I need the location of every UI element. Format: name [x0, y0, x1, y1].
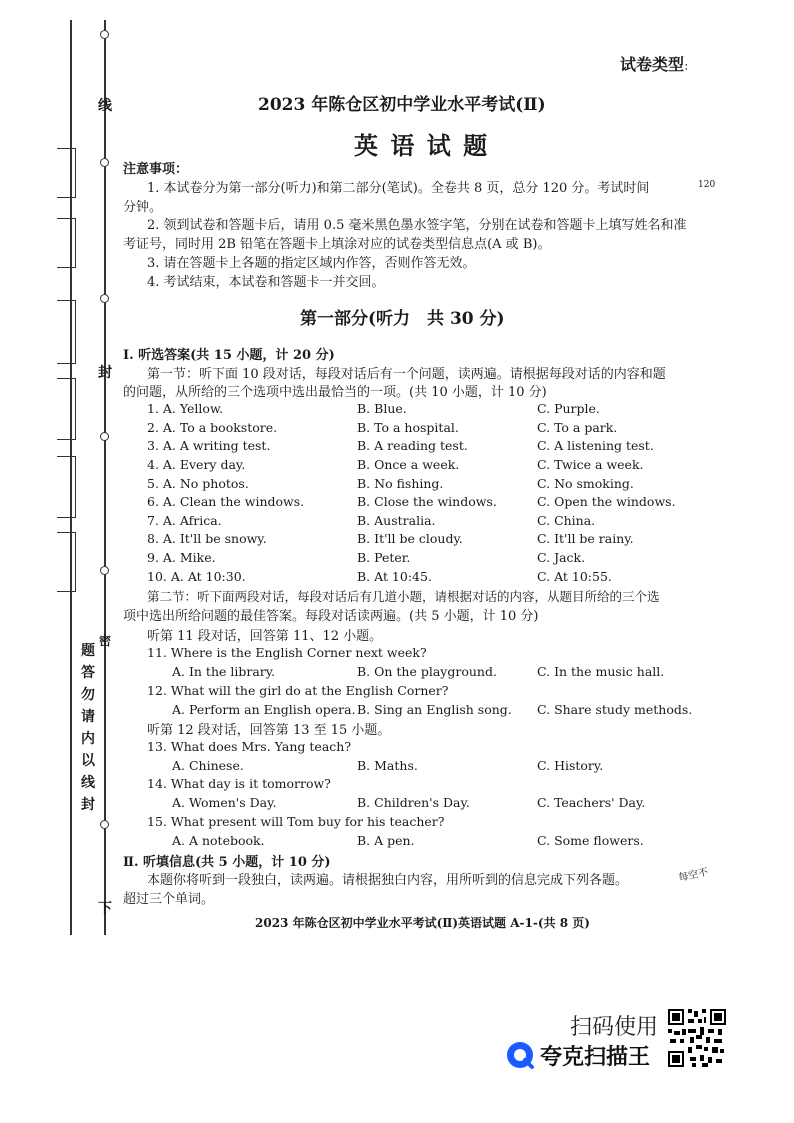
dialog-12-intro: 听第 12 段对话，回答第 13 至 15 小题。	[147, 723, 391, 738]
option-c: C. It'll be rainy.	[537, 531, 634, 546]
margin-label-xia: 下	[98, 901, 112, 917]
option-a: 1. A. Yellow.	[147, 401, 224, 416]
subject-title: 英 语 试 题	[354, 131, 490, 160]
option-b: B. To a hospital.	[357, 420, 459, 435]
notice-item: 分钟。	[123, 200, 163, 215]
option-a: 5. A. No photos.	[147, 476, 249, 491]
page-footer: 2023 年陈仓区初中学业水平考试(Ⅱ)英语试题 A-1-(共 8 页)	[255, 916, 590, 930]
option-a: 6. A. Clean the windows.	[147, 494, 305, 509]
section1-instruction: 的问题，从所给的三个选项中选出最恰当的一项。(共 10 小题，计 10 分)	[123, 385, 547, 400]
option-c: C. History.	[537, 758, 604, 773]
question-14: 14. What day is it tomorrow?	[147, 776, 331, 791]
section2-instruction-tail: 每空不	[677, 866, 710, 884]
option-c: C. Twice a week.	[537, 457, 644, 472]
option-a: A. Perform an English opera.	[172, 702, 356, 717]
notice-item: 3. 请在答题卡上各题的指定区域内作答，否则作答无效。	[147, 256, 476, 271]
option-b: B. No fishing.	[357, 476, 444, 491]
question-15: 15. What present will Tom buy for his teacher?	[147, 814, 445, 829]
section2-instruction: 超过三个单词。	[123, 892, 215, 907]
option-b: B. On the playground.	[357, 664, 497, 679]
option-b: B. A pen.	[357, 833, 415, 848]
margin-circle	[100, 30, 109, 39]
section1-sub2-instruction: 项中选出所给问题的最佳答案。每段对话读两遍。(共 5 小题，计 10 分)	[123, 609, 539, 624]
notice-item: 考证号，同时用 2B 铅笔在答题卡上填涂对应的试卷类型信息点(A 或 B)。	[123, 237, 551, 252]
exam-title: 2023 年陈仓区初中学业水平考试(Ⅱ)	[258, 95, 546, 115]
notice-item: 2. 领到试卷和答题卡后，请用 0.5 毫米黑色墨水签字笔，分别在试卷和答题卡上填写姓名和准	[147, 218, 687, 233]
option-b: B. Sing an English song.	[357, 702, 512, 717]
notice-item: 4. 考试结束，本试卷和答题卡一并交回。	[147, 275, 385, 290]
option-a: 10. A. At 10:30.	[147, 569, 246, 584]
option-b: B. A reading test.	[357, 438, 468, 453]
notice-item: 1. 本试卷分为第一部分(听力)和第二部分(笔试)。全卷共 8 页，总分 120 分。考试时间	[147, 181, 650, 196]
dialog-11-intro: 听第 11 段对话，回答第 11、12 小题。	[147, 629, 383, 644]
option-c: C. No smoking.	[537, 476, 634, 491]
option-c: C. In the music hall.	[537, 664, 665, 679]
option-a: 4. A. Every day.	[147, 457, 246, 472]
margin-circle	[100, 820, 109, 829]
margin-warning-char: 线	[81, 775, 95, 791]
section1-heading: Ⅰ. 听选答案(共 15 小题，计 20 分)	[123, 348, 335, 363]
option-c: C. China.	[537, 513, 596, 528]
scan-label: 扫码使用	[570, 1015, 659, 1040]
option-b: B. Australia.	[357, 513, 436, 528]
option-a: 3. A. A writing test.	[147, 438, 271, 453]
quark-logo-icon	[505, 1040, 535, 1070]
section1-sub2-instruction: 第二节：听下面两段对话，每段对话后有几道小题，请根据对话的内容，从题目所给的三个选	[147, 589, 660, 604]
qr-code-icon[interactable]	[666, 1007, 728, 1069]
option-c: C. To a park.	[537, 420, 618, 435]
notice-margin-fragment: 120	[698, 180, 716, 190]
margin-field-box	[57, 148, 76, 198]
option-c: C. Open the windows.	[537, 494, 676, 509]
margin-circle	[100, 566, 109, 575]
option-a: A. A notebook.	[172, 833, 265, 848]
margin-warning-char: 题	[81, 643, 95, 659]
option-a: A. Chinese.	[172, 758, 244, 773]
paper-type-label: 试卷类型：	[620, 55, 695, 74]
option-b: B. Blue.	[357, 401, 407, 416]
margin-field-box	[57, 218, 76, 268]
question-11: 11. Where is the English Corner next week?	[147, 645, 427, 660]
option-b: B. Maths.	[357, 758, 418, 773]
option-c: C. At 10:55.	[537, 569, 612, 584]
question-12: 12. What will the girl do at the English Corner?	[147, 683, 449, 698]
option-b: B. Once a week.	[357, 457, 460, 472]
option-c: C. Some flowers.	[537, 833, 644, 848]
option-b: B. Children's Day.	[357, 795, 470, 810]
margin-warning-char: 答	[81, 665, 95, 681]
margin-warning-char: 以	[81, 753, 95, 769]
margin-warning-char: 勿	[81, 687, 95, 703]
section1-instruction: 第一节：听下面 10 段对话，每段对话后有一个问题，读两遍。请根据每段对话的内容和题	[147, 367, 666, 382]
margin-circle	[100, 432, 109, 441]
margin-warning-char: 封	[81, 797, 95, 813]
option-c: C. Purple.	[537, 401, 600, 416]
question-13: 13. What does Mrs. Yang teach?	[147, 739, 352, 754]
margin-field-box	[57, 532, 76, 592]
margin-field-box	[57, 456, 76, 518]
margin-warning-char: 内	[81, 731, 95, 747]
margin-field-box	[57, 300, 76, 364]
option-b: B. At 10:45.	[357, 569, 432, 584]
option-c: C. A listening test.	[537, 438, 654, 453]
option-a: A. In the library.	[172, 664, 276, 679]
option-c: C. Jack.	[537, 550, 586, 565]
section2-heading: Ⅱ. 听填信息(共 5 小题，计 10 分)	[123, 855, 331, 870]
option-b: B. Close the windows.	[357, 494, 497, 509]
option-a: A. Women's Day.	[172, 795, 277, 810]
option-a: 2. A. To a bookstore.	[147, 420, 278, 435]
notice-heading: 注意事项：	[123, 162, 189, 177]
scanner-brand: 夸克扫描王	[540, 1045, 651, 1070]
section2-instruction: 本题你将听到一段独白，读两遍。请根据独白内容，用所听到的信息完成下列各题。	[147, 873, 629, 888]
option-a: 9. A. Mike.	[147, 550, 216, 565]
option-c: C. Teachers' Day.	[537, 795, 646, 810]
margin-label-feng: 封	[98, 365, 112, 381]
option-a: 8. A. It'll be snowy.	[147, 531, 267, 546]
margin-circle	[100, 294, 109, 303]
option-b: B. It'll be cloudy.	[357, 531, 463, 546]
option-a: 7. A. Africa.	[147, 513, 222, 528]
margin-warning-char: 请	[81, 709, 95, 725]
margin-label-mi: 密	[98, 634, 111, 648]
margin-circle	[100, 158, 109, 167]
margin-label-xian: 线	[98, 98, 112, 114]
margin-field-box	[57, 378, 76, 440]
option-b: B. Peter.	[357, 550, 411, 565]
option-c: C. Share study methods.	[537, 702, 693, 717]
part-one-title: 第一部分(听力 共 30 分)	[300, 309, 505, 329]
